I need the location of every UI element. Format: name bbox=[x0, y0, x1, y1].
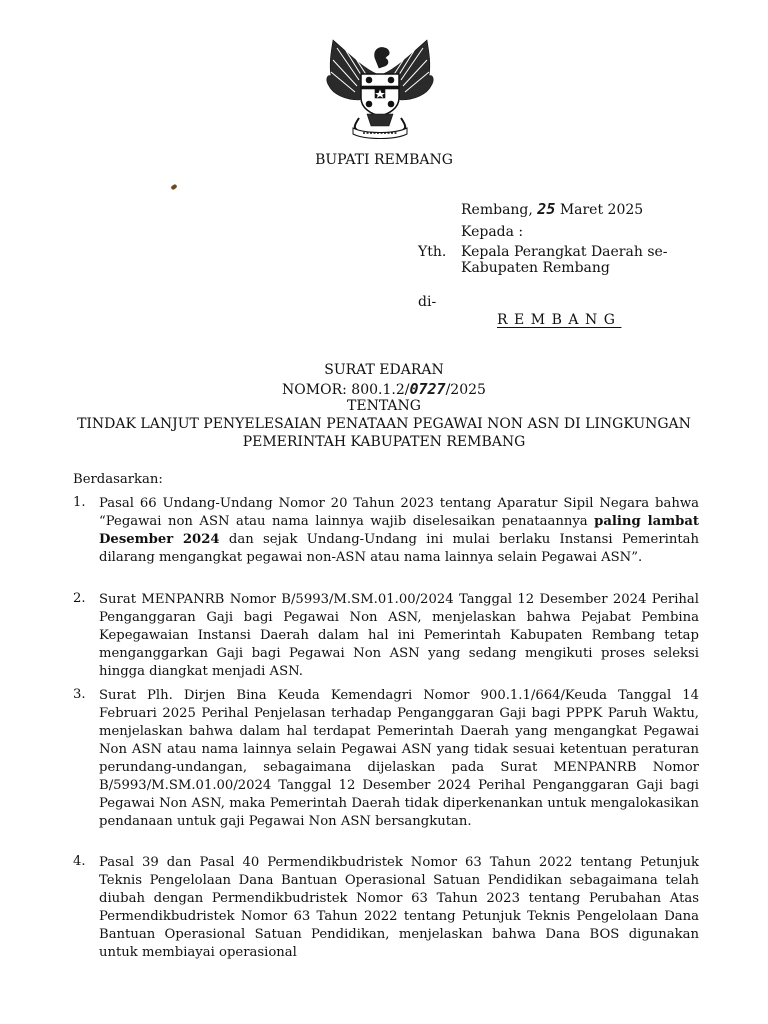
doc-number-handwritten: 0727 bbox=[409, 380, 446, 398]
garuda-emblem-icon bbox=[319, 34, 441, 140]
doc-number bbox=[0, 380, 768, 398]
item-number: 3. bbox=[73, 687, 86, 702]
list-item bbox=[99, 495, 699, 567]
recipient-line-1: Kepala Perangkat Daerah se- bbox=[461, 244, 668, 260]
item-number: 4. bbox=[73, 854, 86, 869]
di-label: di- bbox=[418, 294, 437, 310]
item-number: 2. bbox=[73, 591, 86, 606]
item-number: 1. bbox=[73, 495, 86, 510]
doc-number-prefix: NOMOR: 800.1.2/ bbox=[282, 382, 410, 398]
tentang-label: TENTANG bbox=[347, 398, 421, 414]
list-item: Surat MENPANRB Nomor B/5993/M.SM.01.00/2024 Tanggal 12 Desember 2024 Perihal Penganggaran Gaji bagi Pegawai Non ASN, menjelaskan bahwa Pejabat Pembina Kepegawaian Instansi Daerah dalam hal ini Pemerintah Kabupaten Rembang tetap menganggarkan Gaji bagi Pegawai Non ASN yang sedang mengikuti proses seleksi hingga diangkat menjadi ASN. bbox=[99, 592, 699, 679]
destination-city: REMBANG bbox=[497, 312, 622, 328]
subject-line-2: PEMERINTAH KABUPATEN REMBANG bbox=[242, 434, 526, 450]
subject-line-1: TINDAK LANJUT PENYELESAIAN PENATAAN PEGAWAI NON ASN DI LINGKUNGAN bbox=[77, 416, 691, 432]
place-date-prefix: Rembang, bbox=[461, 202, 533, 218]
date-day-handwritten: 25 bbox=[537, 200, 556, 218]
intro-text: Berdasarkan: bbox=[73, 472, 163, 487]
item-bold-text: paling lambat Desember 2024 bbox=[99, 514, 699, 547]
issuer-title: BUPATI REMBANG bbox=[315, 152, 453, 168]
doc-type-title: SURAT EDARAN bbox=[324, 362, 444, 378]
doc-number-suffix: /2025 bbox=[445, 382, 486, 398]
item-text-continued: dan sejak Undang-Undang ini mulai berlaku Instansi Pemerintah dilarang mengangkat pegawai non-ASN atau nama lainnya selain Pegawai ASN”. bbox=[99, 532, 700, 565]
list-item: Surat Plh. Dirjen Bina Keuda Kemendagri Nomor 900.1.1/664/Keuda Tanggal 14 Februari 2025 Perihal Penjelasan terhadap Penganggaran Gaji bagi PPPK Paruh Waktu, menjelaskan bahwa dalam hal terdapat Pemerintah Daerah yang mengangkat Pegawai Non ASN atau nama lainnya selain Pegawai ASN yang tidak sesuai ketentuan peraturan perundang-undangan, sebagaimana dijelaskan pada Surat MENPANRB Nomor B/5993/M.SM.01.00/2024 Tanggal 12 Desember 2024 Perihal Penganggaran Gaji bagi Pegawai Non ASN, maka Pemerintah Daerah tidak diperkenankan untuk mengalokasikan pendanaan untuk gaji Pegawai Non ASN bersangkutan. bbox=[99, 688, 699, 829]
yth-label: Yth. bbox=[418, 244, 447, 260]
kepada-label: Kepada : bbox=[461, 224, 524, 240]
place-date bbox=[461, 200, 643, 218]
list-item: Pasal 39 dan Pasal 40 Permendikbudristek Nomor 63 Tahun 2022 tentang Petunjuk Teknis Pengelolaan Dana Bantuan Operasional Satuan Pendidikan sebagaimana telah diubah dengan Permendikbudristek Nomor 63 Tahun 2023 tentang Perubahan Atas Permendikbudristek Nomor 63 Tahun 2022 tentang Petunjuk Teknis Pengelolaan Dana Bantuan Operasional Satuan Pendidikan, menjelaskan bahwa Dana BOS digunakan untuk membiayai operasional bbox=[99, 855, 699, 960]
recipient-line-2: Kabupaten Rembang bbox=[461, 260, 610, 276]
item-text: Pasal 66 Undang-Undang Nomor 20 Tahun 2023 tentang Aparatur Sipil Negara bahwa “Pegawai non ASN atau nama lainnya wajib diselesaikan penataannya bbox=[99, 496, 699, 529]
ink-mark bbox=[170, 184, 177, 191]
date-rest: Maret 2025 bbox=[559, 202, 644, 218]
